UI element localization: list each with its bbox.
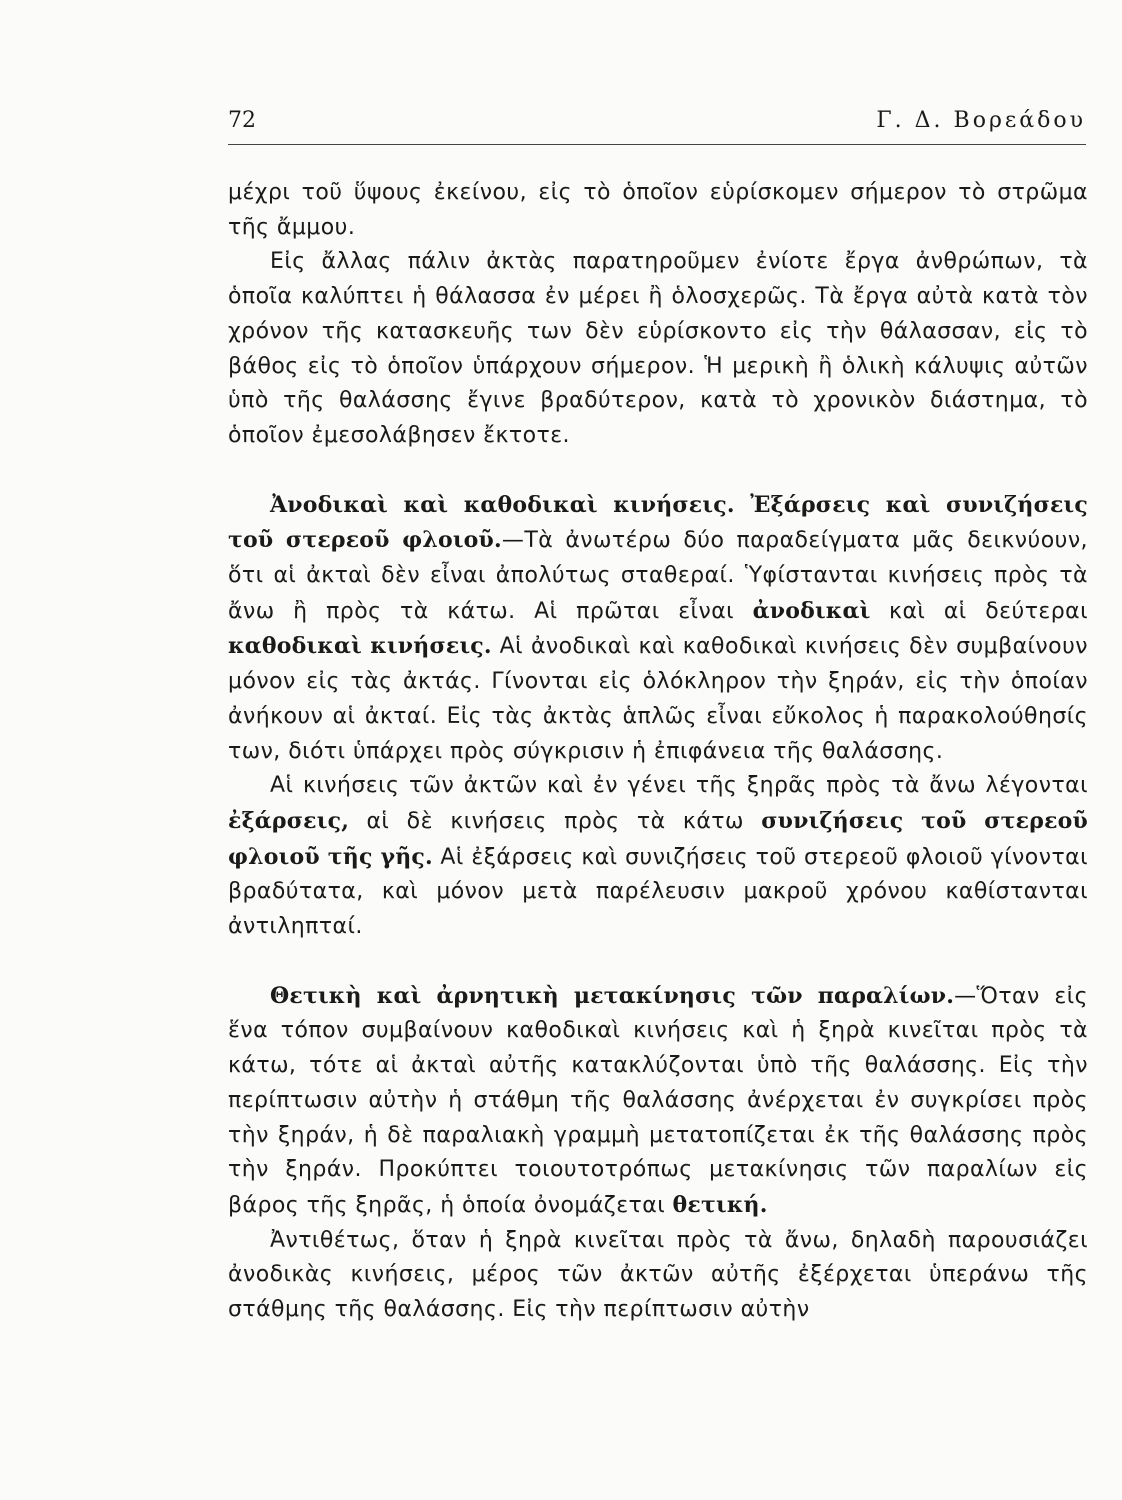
paragraph [228, 769, 1088, 945]
section-paragraph-shoreline-displacement [228, 979, 1088, 1224]
paragraph-text: —Ὅταν εἰς ἕνα τόπον συμβαίνουν καθοδικαὶ κινήσεις καὶ ἡ ξηρὰ κινεῖται πρὸς τὰ κάτω, τότε αἱ ἀκταὶ αὐτῆς κατακλύζονται ὑπὸ τῆς θαλάσσης. Εἰς τὴν περίπτωσιν αὐτὴν ἡ στάθμη τῆς θαλάσσης ἀνέρχεται ἐν συγκρίσει πρὸς τὴν ξηράν, ἡ δὲ παραλιακὴ γραμμὴ μετατοπίζεται ἐκ τῆς θαλάσσης πρὸς τὴν ξηράν. Προκύπτει τοιουτοτρόπως μετακίνησις τῶν παραλίων εἰς βάρος τῆς ξηρᾶς, ἡ ὁποία ὀνομάζεται [228, 983, 1088, 1218]
bold-term: καθοδικαὶ κινήσεις. [228, 633, 492, 660]
paragraph-text: αἱ δὲ κινήσεις πρὸς τὰ κάτω [349, 808, 762, 834]
paragraph-text: καὶ αἱ δεύτεραι [870, 598, 1088, 624]
bold-term: συνιζήσεις τοῦ στερεοῦ φλοιοῦ τῆς γῆς. [228, 807, 1088, 870]
page-body [228, 176, 1088, 1328]
paragraph-text: Εἰς ἄλλας πάλιν ἀκτὰς παρατηροῦμεν ἐνίοτε ἔργα ἀνθρώπων, τὰ ὁποῖα καλύπτει ἡ θάλασσα ἐν μέρει ἢ ὁλοσχερῶς. Τὰ ἔργα αὐτὰ κατὰ τὸν χρόνον τῆς κατασκευῆς των δὲν εὑρίσκοντο εἰς τὴν θάλασσαν, εἰς τὸ βάθος εἰς τὸ ὁποῖον ὑπάρχουν σήμερον. Ἡ μερικὴ ἢ ὁλικὴ κάλυψις αὐτῶν ὑπὸ τῆς θαλάσσης ἔγινε βραδύτερον, κατὰ τὸ χρονικὸν διάστημα, τὸ ὁποῖον ἐμεσολάβησεν ἔκτοτε. [228, 249, 1088, 448]
paragraph-text: Αἱ ἀνοδικαὶ καὶ καθοδικαὶ κινήσεις δὲν συμβαίνουν μόνον εἰς τὰς ἀκτάς. Γίνονται εἰς ὁλόκληρον τὴν ξηράν, εἰς τὴν ὁποίαν ἀνήκουν αἱ ἀκταί. Εἰς τὰς ἀκτὰς ἁπλῶς εἶναι εὔκολος ἡ παρακολούθησίς των, διότι ὑπάρχει πρὸς σύγκρισιν ἡ ἐπιφάνεια τῆς θαλάσσης. [228, 634, 1088, 764]
running-head: Γ. Δ. Βορεάδου [876, 108, 1086, 133]
paragraph-text: Αἱ ἐξάρσεις καὶ συνιζήσεις τοῦ στερεοῦ φλοιοῦ γίνονται βραδύτατα, καὶ μόνον μετὰ παρέλευσιν μακροῦ χρόνου καθίστανται ἀντιληπταί. [228, 844, 1088, 940]
page-number: 72 [228, 108, 256, 133]
section-heading: Ἀνοδικαὶ καὶ καθοδικαὶ κινήσεις. Ἐξάρσεις καὶ συνιζήσεις τοῦ στερεοῦ φλοιοῦ. [228, 491, 1088, 554]
paragraph-text: —Τὰ ἀνωτέρω δύο παραδείγματα μᾶς δεικνύουν, ὅτι αἱ ἀκταὶ δὲν εἶναι ἀπολύτως σταθεραί. Ὑφίστανται κινήσεις πρὸς τὰ ἄνω ἢ πρὸς τὰ κάτω. Αἱ πρῶται εἶναι [228, 528, 1088, 624]
bold-term: ἐξάρσεις, [228, 807, 350, 834]
paragraph-text: μέχρι τοῦ ὕψους ἐκείνου, εἰς τὸ ὁποῖον εὑρίσκομεν σήμερον τὸ στρῶμα τῆς ἄμμου. [228, 180, 1088, 240]
bold-term: θετική. [672, 1191, 768, 1218]
page-header [228, 108, 1086, 145]
paragraph-text: Ἀντιθέτως, ὅταν ἡ ξηρὰ κινεῖται πρὸς τὰ ἄνω, δηλαδὴ παρουσιάζει ἀνοδικὰς κινήσεις, μέρος τῶν ἀκτῶν αὐτῆς ἐξέρχεται ὑπεράνω τῆς στάθμης τῆς θαλάσσης. Εἰς τὴν περίπτωσιν αὐτὴν [228, 1227, 1088, 1323]
paragraph-text: Αἱ κινήσεις τῶν ἀκτῶν καὶ ἐν γένει τῆς ξηρᾶς πρὸς τὰ ἄνω λέγονται [270, 773, 1088, 799]
paragraph [228, 1224, 1088, 1328]
section-heading: Θετικὴ καὶ ἀρνητικὴ μετακίνησις τῶν παραλίων. [270, 982, 955, 1009]
paragraph [228, 245, 1088, 453]
paragraph-continuation [228, 176, 1088, 245]
section-paragraph-uplift-subsidence [228, 488, 1088, 770]
bold-term: ἀνοδικαὶ [752, 597, 871, 624]
